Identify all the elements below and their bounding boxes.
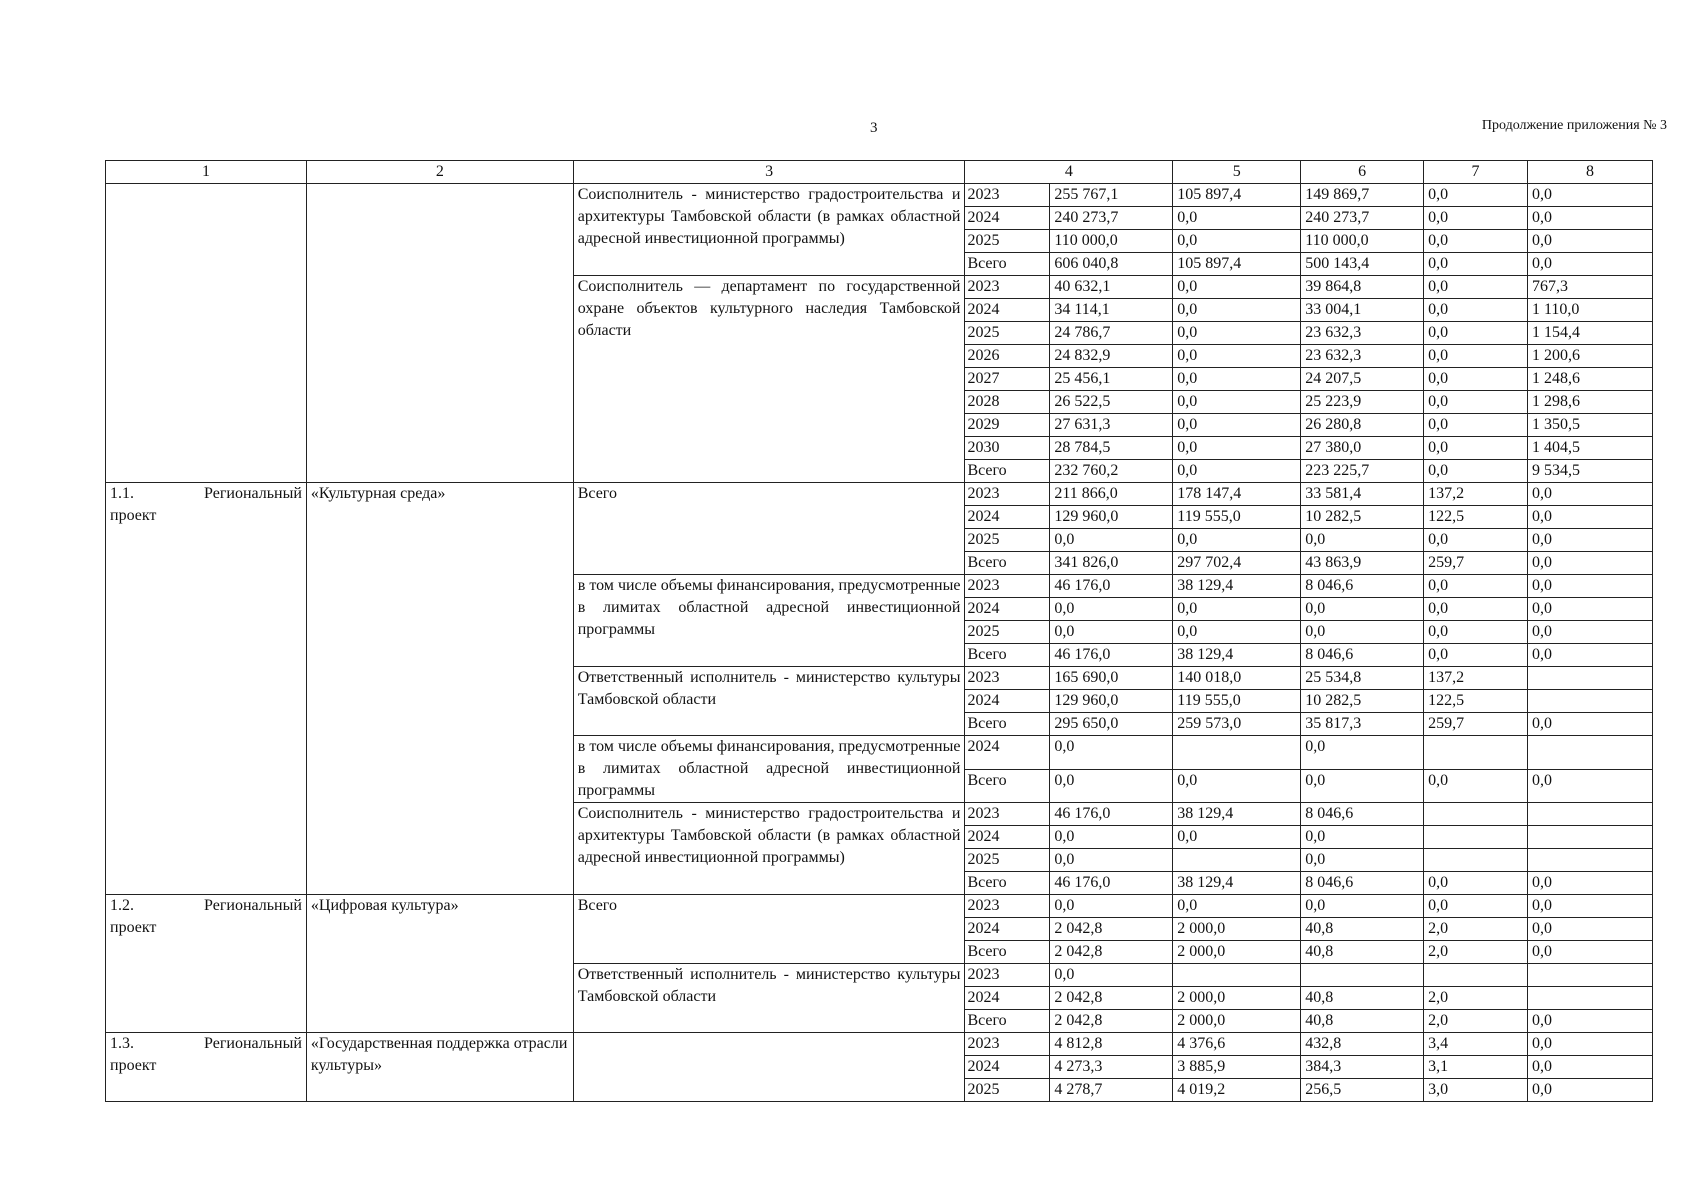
value-cell: 178 147,4 [1173, 483, 1301, 506]
value-cell [1424, 803, 1528, 826]
project-kind-suffix: проект [110, 919, 157, 936]
value-cell: 0,0 [1173, 207, 1301, 230]
value-cell: 384,3 [1301, 1056, 1424, 1079]
value-cell: 0,0 [1050, 826, 1173, 849]
value-cell [1528, 803, 1653, 826]
column-header: 6 [1301, 161, 1424, 184]
value-cell: 0,0 [1301, 895, 1424, 918]
value-cell [1424, 826, 1528, 849]
value-cell [1173, 736, 1301, 770]
value-cell: 0,0 [1424, 414, 1528, 437]
year-cell: 2024 [965, 207, 1050, 230]
value-cell: 3,1 [1424, 1056, 1528, 1079]
value-cell: 24 207,5 [1301, 368, 1424, 391]
year-cell: Всего [965, 941, 1050, 964]
value-cell: 0,0 [1528, 230, 1653, 253]
value-cell: 0,0 [1173, 322, 1301, 345]
value-cell [1173, 849, 1301, 872]
value-cell: 0,0 [1528, 506, 1653, 529]
year-cell: 2025 [965, 621, 1050, 644]
year-cell: 2024 [965, 918, 1050, 941]
value-cell: 26 522,5 [1050, 391, 1173, 414]
value-cell: 0,0 [1528, 941, 1653, 964]
value-cell: 2 000,0 [1173, 918, 1301, 941]
value-cell: 0,0 [1050, 736, 1173, 770]
financing-table [105, 160, 1653, 1102]
value-cell: 38 129,4 [1173, 575, 1301, 598]
year-cell: 2023 [965, 964, 1050, 987]
value-cell: 0,0 [1424, 391, 1528, 414]
value-cell: 0,0 [1424, 368, 1528, 391]
year-cell: 2023 [965, 1033, 1050, 1056]
value-cell: 0,0 [1301, 621, 1424, 644]
value-cell: 35 817,3 [1301, 713, 1424, 736]
value-cell: 2 000,0 [1173, 941, 1301, 964]
value-cell [1301, 964, 1424, 987]
value-cell: 2 042,8 [1050, 941, 1173, 964]
value-cell: 0,0 [1301, 529, 1424, 552]
value-cell: 0,0 [1528, 644, 1653, 667]
value-cell: 0,0 [1173, 460, 1301, 483]
project-name [306, 184, 573, 483]
block-label: Ответственный исполнитель - министерство культуры Тамбовской области [573, 667, 965, 736]
value-cell: 40,8 [1301, 918, 1424, 941]
value-cell: 46 176,0 [1050, 644, 1173, 667]
value-cell [1424, 736, 1528, 770]
project-name: «Государственная поддержка отрасли культуры» [306, 1033, 573, 1102]
value-cell: 0,0 [1528, 552, 1653, 575]
year-cell: 2024 [965, 598, 1050, 621]
value-cell: 137,2 [1424, 667, 1528, 690]
value-cell: 33 581,4 [1301, 483, 1424, 506]
value-cell: 110 000,0 [1301, 230, 1424, 253]
value-cell: 0,0 [1424, 598, 1528, 621]
value-cell [1528, 736, 1653, 770]
value-cell: 3 885,9 [1173, 1056, 1301, 1079]
value-cell: 0,0 [1050, 621, 1173, 644]
project-kind: Региональный [204, 485, 302, 502]
value-cell: 0,0 [1528, 713, 1653, 736]
value-cell: 0,0 [1173, 391, 1301, 414]
value-cell: 40,8 [1301, 1010, 1424, 1033]
table-row [106, 1033, 1653, 1056]
value-cell: 500 143,4 [1301, 253, 1424, 276]
value-cell: 0,0 [1173, 529, 1301, 552]
value-cell: 606 040,8 [1050, 253, 1173, 276]
value-cell: 0,0 [1528, 253, 1653, 276]
appendix-continuation-note: Продолжение приложения № 3 [1481, 118, 1667, 133]
value-cell: 1 248,6 [1528, 368, 1653, 391]
value-cell: 0,0 [1424, 575, 1528, 598]
year-cell: 2025 [965, 529, 1050, 552]
column-header: 4 [965, 161, 1173, 184]
value-cell: 0,0 [1424, 895, 1528, 918]
value-cell: 0,0 [1173, 769, 1301, 803]
value-cell: 767,3 [1528, 276, 1653, 299]
year-cell: Всего [965, 769, 1050, 803]
year-cell: Всего [965, 460, 1050, 483]
year-cell: 2024 [965, 736, 1050, 770]
value-cell: 0,0 [1424, 872, 1528, 895]
value-cell: 341 826,0 [1050, 552, 1173, 575]
value-cell: 0,0 [1173, 414, 1301, 437]
value-cell: 119 555,0 [1173, 506, 1301, 529]
value-cell: 0,0 [1173, 598, 1301, 621]
value-cell: 0,0 [1301, 849, 1424, 872]
value-cell: 0,0 [1424, 769, 1528, 803]
year-cell: 2024 [965, 299, 1050, 322]
value-cell: 0,0 [1528, 575, 1653, 598]
value-cell: 8 046,6 [1301, 872, 1424, 895]
value-cell: 0,0 [1301, 736, 1424, 770]
table-row [106, 483, 1653, 506]
value-cell: 38 129,4 [1173, 872, 1301, 895]
value-cell: 0,0 [1173, 345, 1301, 368]
value-cell: 0,0 [1424, 437, 1528, 460]
value-cell: 240 273,7 [1050, 207, 1173, 230]
table-row [106, 895, 1653, 918]
value-cell: 1 154,4 [1528, 322, 1653, 345]
value-cell: 27 380,0 [1301, 437, 1424, 460]
year-cell: 2025 [965, 1079, 1050, 1102]
value-cell: 129 960,0 [1050, 690, 1173, 713]
project-kind-suffix: проект [110, 1057, 157, 1074]
value-cell: 23 632,3 [1301, 322, 1424, 345]
value-cell: 0,0 [1528, 1033, 1653, 1056]
year-cell: 2024 [965, 506, 1050, 529]
year-cell: 2025 [965, 849, 1050, 872]
year-cell: 2025 [965, 322, 1050, 345]
value-cell: 105 897,4 [1173, 253, 1301, 276]
value-cell: 223 225,7 [1301, 460, 1424, 483]
value-cell [1528, 667, 1653, 690]
value-cell: 432,8 [1301, 1033, 1424, 1056]
value-cell: 2,0 [1424, 987, 1528, 1010]
project-kind-suffix: проект [110, 507, 157, 524]
value-cell: 211 866,0 [1050, 483, 1173, 506]
year-cell: 2030 [965, 437, 1050, 460]
value-cell: 2 000,0 [1173, 1010, 1301, 1033]
value-cell: 1 110,0 [1528, 299, 1653, 322]
value-cell [1424, 964, 1528, 987]
value-cell: 105 897,4 [1173, 184, 1301, 207]
value-cell: 8 046,6 [1301, 644, 1424, 667]
value-cell: 0,0 [1424, 345, 1528, 368]
value-cell: 0,0 [1173, 895, 1301, 918]
value-cell: 0,0 [1301, 769, 1424, 803]
value-cell: 0,0 [1528, 895, 1653, 918]
value-cell [1173, 964, 1301, 987]
value-cell: 2,0 [1424, 918, 1528, 941]
value-cell [1528, 826, 1653, 849]
value-cell: 0,0 [1050, 964, 1173, 987]
value-cell: 0,0 [1528, 184, 1653, 207]
block-label: Ответственный исполнитель - министерство культуры Тамбовской области [573, 964, 965, 1033]
value-cell [1528, 690, 1653, 713]
value-cell: 2 042,8 [1050, 918, 1173, 941]
value-cell: 46 176,0 [1050, 803, 1173, 826]
value-cell: 129 960,0 [1050, 506, 1173, 529]
year-cell: 2024 [965, 826, 1050, 849]
value-cell: 0,0 [1173, 437, 1301, 460]
value-cell: 2,0 [1424, 941, 1528, 964]
value-cell [1424, 849, 1528, 872]
year-cell: Всего [965, 552, 1050, 575]
value-cell: 256,5 [1301, 1079, 1424, 1102]
value-cell: 0,0 [1424, 322, 1528, 345]
block-label [573, 1033, 965, 1102]
value-cell: 24 786,7 [1050, 322, 1173, 345]
project-number: 1.1. [110, 485, 134, 502]
value-cell: 27 631,3 [1050, 414, 1173, 437]
year-cell: Всего [965, 1010, 1050, 1033]
value-cell: 0,0 [1050, 529, 1173, 552]
value-cell: 0,0 [1424, 253, 1528, 276]
value-cell: 0,0 [1173, 230, 1301, 253]
value-cell: 33 004,1 [1301, 299, 1424, 322]
column-header: 8 [1528, 161, 1653, 184]
value-cell: 38 129,4 [1173, 803, 1301, 826]
value-cell: 0,0 [1528, 769, 1653, 803]
value-cell: 25 223,9 [1301, 391, 1424, 414]
value-cell: 0,0 [1528, 207, 1653, 230]
value-cell: 39 864,8 [1301, 276, 1424, 299]
value-cell: 4 812,8 [1050, 1033, 1173, 1056]
column-header: 1 [106, 161, 307, 184]
value-cell: 10 282,5 [1301, 690, 1424, 713]
value-cell: 38 129,4 [1173, 644, 1301, 667]
year-cell: 2023 [965, 803, 1050, 826]
year-cell: 2023 [965, 483, 1050, 506]
value-cell: 297 702,4 [1173, 552, 1301, 575]
value-cell: 122,5 [1424, 690, 1528, 713]
block-label: Соисполнитель — департамент по государственной охране объектов культурного наследия Тамбовской области [573, 276, 965, 483]
value-cell: 0,0 [1050, 598, 1173, 621]
project-number-cell [106, 483, 307, 895]
value-cell: 10 282,5 [1301, 506, 1424, 529]
value-cell: 232 760,2 [1050, 460, 1173, 483]
value-cell: 25 456,1 [1050, 368, 1173, 391]
value-cell: 3,0 [1424, 1079, 1528, 1102]
value-cell: 0,0 [1173, 368, 1301, 391]
project-name: «Культурная среда» [306, 483, 573, 895]
value-cell: 0,0 [1528, 483, 1653, 506]
value-cell [1528, 987, 1653, 1010]
value-cell: 40,8 [1301, 941, 1424, 964]
value-cell: 122,5 [1424, 506, 1528, 529]
block-label: Соисполнитель - министерство градостроительства и архитектуры Тамбовской области (в рамках областной адресной инвестиционной программы) [573, 803, 965, 895]
value-cell: 0,0 [1050, 849, 1173, 872]
block-label: Всего [573, 483, 965, 575]
value-cell: 0,0 [1173, 276, 1301, 299]
value-cell: 149 869,7 [1301, 184, 1424, 207]
year-cell: 2028 [965, 391, 1050, 414]
year-cell: 2024 [965, 987, 1050, 1010]
year-cell: 2025 [965, 230, 1050, 253]
page-number: 3 [870, 120, 878, 136]
value-cell: 137,2 [1424, 483, 1528, 506]
project-number-cell [106, 184, 307, 483]
project-kind: Региональный [204, 897, 302, 914]
value-cell: 0,0 [1528, 598, 1653, 621]
value-cell: 9 534,5 [1528, 460, 1653, 483]
value-cell: 34 114,1 [1050, 299, 1173, 322]
year-cell: 2029 [965, 414, 1050, 437]
year-cell: Всего [965, 253, 1050, 276]
value-cell: 0,0 [1528, 529, 1653, 552]
value-cell: 0,0 [1528, 1079, 1653, 1102]
value-cell: 0,0 [1424, 276, 1528, 299]
value-cell: 4 376,6 [1173, 1033, 1301, 1056]
value-cell: 2 000,0 [1173, 987, 1301, 1010]
year-cell: Всего [965, 872, 1050, 895]
value-cell: 40 632,1 [1050, 276, 1173, 299]
value-cell: 26 280,8 [1301, 414, 1424, 437]
value-cell: 25 534,8 [1301, 667, 1424, 690]
year-cell: 2023 [965, 184, 1050, 207]
value-cell: 43 863,9 [1301, 552, 1424, 575]
value-cell [1528, 964, 1653, 987]
value-cell: 28 784,5 [1050, 437, 1173, 460]
value-cell: 259,7 [1424, 552, 1528, 575]
value-cell: 40,8 [1301, 987, 1424, 1010]
column-header: 3 [573, 161, 965, 184]
column-header: 2 [306, 161, 573, 184]
year-cell: 2024 [965, 1056, 1050, 1079]
value-cell: 0,0 [1173, 621, 1301, 644]
value-cell: 0,0 [1528, 1056, 1653, 1079]
value-cell: 8 046,6 [1301, 803, 1424, 826]
value-cell: 1 350,5 [1528, 414, 1653, 437]
table-header-row [106, 161, 1653, 184]
value-cell: 1 404,5 [1528, 437, 1653, 460]
year-cell: 2026 [965, 345, 1050, 368]
value-cell [1528, 849, 1653, 872]
project-number: 1.3. [110, 1035, 134, 1052]
value-cell: 0,0 [1424, 460, 1528, 483]
value-cell: 0,0 [1050, 769, 1173, 803]
project-kind: Региональный [204, 1035, 302, 1052]
block-label: в том числе объемы финансирования, предусмотренные в лимитах областной адресной инвестиционной программы [573, 736, 965, 803]
year-cell: 2027 [965, 368, 1050, 391]
value-cell: 24 832,9 [1050, 345, 1173, 368]
year-cell: 2023 [965, 575, 1050, 598]
value-cell: 8 046,6 [1301, 575, 1424, 598]
value-cell: 4 273,3 [1050, 1056, 1173, 1079]
project-number-cell [106, 895, 307, 1033]
value-cell: 0,0 [1424, 207, 1528, 230]
value-cell: 165 690,0 [1050, 667, 1173, 690]
value-cell: 2 042,8 [1050, 987, 1173, 1010]
year-cell: 2023 [965, 895, 1050, 918]
value-cell: 0,0 [1424, 644, 1528, 667]
value-cell: 0,0 [1424, 184, 1528, 207]
value-cell: 110 000,0 [1050, 230, 1173, 253]
year-cell: 2023 [965, 667, 1050, 690]
value-cell: 2,0 [1424, 1010, 1528, 1033]
value-cell: 0,0 [1528, 872, 1653, 895]
table-row [106, 184, 1653, 207]
year-cell: Всего [965, 644, 1050, 667]
value-cell: 255 767,1 [1050, 184, 1173, 207]
year-cell: 2023 [965, 276, 1050, 299]
value-cell: 23 632,3 [1301, 345, 1424, 368]
value-cell: 259 573,0 [1173, 713, 1301, 736]
column-header: 5 [1173, 161, 1301, 184]
block-label: Всего [573, 895, 965, 964]
block-label: в том числе объемы финансирования, предусмотренные в лимитах областной адресной инвестиционной программы [573, 575, 965, 667]
value-cell: 0,0 [1301, 826, 1424, 849]
value-cell: 46 176,0 [1050, 575, 1173, 598]
value-cell: 1 298,6 [1528, 391, 1653, 414]
value-cell: 4 019,2 [1173, 1079, 1301, 1102]
value-cell: 119 555,0 [1173, 690, 1301, 713]
project-name: «Цифровая культура» [306, 895, 573, 1033]
value-cell: 3,4 [1424, 1033, 1528, 1056]
value-cell: 0,0 [1301, 598, 1424, 621]
year-cell: 2024 [965, 690, 1050, 713]
value-cell: 0,0 [1424, 621, 1528, 644]
value-cell: 0,0 [1173, 826, 1301, 849]
value-cell: 240 273,7 [1301, 207, 1424, 230]
value-cell: 0,0 [1050, 895, 1173, 918]
value-cell: 259,7 [1424, 713, 1528, 736]
value-cell: 0,0 [1424, 230, 1528, 253]
value-cell: 46 176,0 [1050, 872, 1173, 895]
column-header: 7 [1424, 161, 1528, 184]
value-cell: 1 200,6 [1528, 345, 1653, 368]
year-cell: Всего [965, 713, 1050, 736]
value-cell: 0,0 [1424, 299, 1528, 322]
value-cell: 140 018,0 [1173, 667, 1301, 690]
project-number-cell [106, 1033, 307, 1102]
value-cell: 0,0 [1528, 918, 1653, 941]
block-label: Соисполнитель - министерство градостроительства и архитектуры Тамбовской области (в рамках областной адресной инвестиционной программы) [573, 184, 965, 276]
value-cell: 295 650,0 [1050, 713, 1173, 736]
value-cell: 2 042,8 [1050, 1010, 1173, 1033]
value-cell: 0,0 [1424, 529, 1528, 552]
value-cell: 4 278,7 [1050, 1079, 1173, 1102]
value-cell: 0,0 [1173, 299, 1301, 322]
project-number: 1.2. [110, 897, 134, 914]
value-cell: 0,0 [1528, 621, 1653, 644]
value-cell: 0,0 [1528, 1010, 1653, 1033]
